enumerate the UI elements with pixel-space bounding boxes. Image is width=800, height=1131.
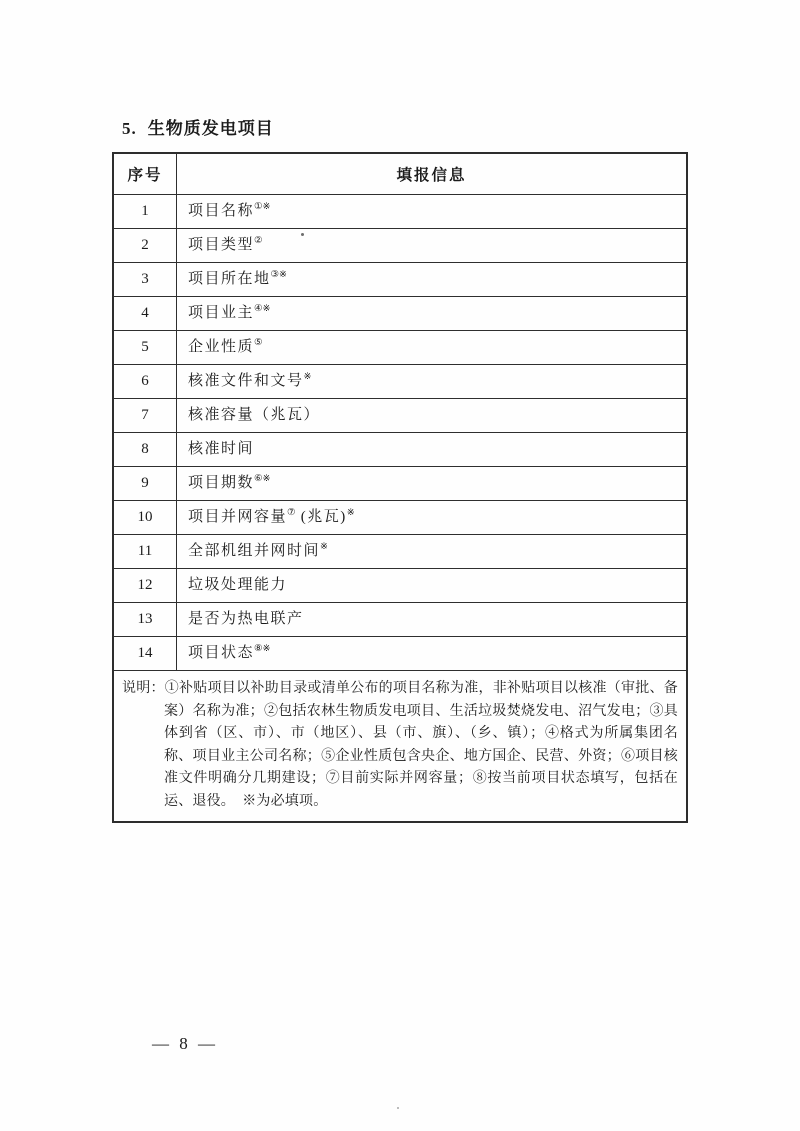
table-row <box>114 195 686 229</box>
row-number: 14 <box>114 637 177 670</box>
row-superscript: ※ <box>303 372 312 382</box>
header-cell-info: 填报信息 <box>396 167 467 184</box>
table-row <box>114 229 686 263</box>
row-number: 6 <box>114 365 177 398</box>
row-info-cell <box>177 195 686 228</box>
notes-label: 说明： <box>122 681 165 696</box>
row-superscript: ⑦ <box>287 508 296 518</box>
table-row <box>114 433 686 467</box>
row-label: 项目业主 <box>188 305 255 321</box>
row-info-cell <box>177 501 686 534</box>
row-info-cell <box>177 569 686 602</box>
row-label: 项目并网容量 <box>188 509 288 525</box>
row-label: 项目期数 <box>188 475 255 491</box>
header-cell-serial: 序号 <box>114 154 177 194</box>
table-row <box>114 501 686 535</box>
row-superscript: ①※ <box>254 202 271 212</box>
row-superscript: ⑧※ <box>254 644 271 654</box>
table-row <box>114 365 686 399</box>
row-number: 7 <box>114 399 177 432</box>
scan-artifact-dot <box>301 233 304 236</box>
row-superscript: ※ <box>320 542 328 552</box>
row-label: 核准文件和文号 <box>188 373 304 389</box>
row-info-cell <box>177 399 686 432</box>
row-label: 全部机组并网时间 <box>188 543 321 559</box>
row-number: 9 <box>114 467 177 500</box>
table-row <box>114 297 686 331</box>
notes-paragraph <box>122 678 678 813</box>
row-superscript: ⑤ <box>254 338 263 348</box>
row-number: 1 <box>114 195 177 228</box>
section-title-text: 生物质发电项目 <box>147 119 274 138</box>
page-number: — 8 — <box>152 1034 218 1053</box>
row-number: 4 <box>114 297 177 330</box>
row-info-cell <box>177 467 686 500</box>
scan-artifact-dot <box>397 1107 399 1109</box>
row-info-cell <box>177 433 686 466</box>
row-label-suffix: (兆瓦) <box>295 509 347 525</box>
table-row <box>114 637 686 671</box>
row-number: 2 <box>114 229 177 262</box>
row-info-cell <box>177 365 686 398</box>
row-superscript: ② <box>254 236 263 246</box>
table-row <box>114 467 686 501</box>
section-number: 5. <box>122 119 137 138</box>
table-row <box>114 331 686 365</box>
row-label: 项目类型 <box>188 237 255 253</box>
row-label: 项目状态 <box>188 645 255 661</box>
table-row <box>114 569 686 603</box>
notes-section <box>114 671 686 821</box>
row-label: 是否为热电联产 <box>188 611 304 627</box>
row-info-cell <box>177 603 686 636</box>
notes-text: ①补贴项目以补助目录或清单公布的项目名称为准，非补贴项目以核准（审批、备案）名称为准；②包括农林生物质发电项目、生活垃圾焚烧发电、沼气发电；③具体到省（区、市）、市（地区）、县（市、旗）、（乡、镇）；④格式为所属集团名称、项目业主公司名称；⑤企业性质包含央企、地方国企、民营、外资；⑥项目核准文件明确分几期建设；⑦目前实际并网容量；⑧按当前项目状态填写，包括在运、退役。 ※为必填项。 <box>164 681 678 809</box>
row-label: 企业性质 <box>188 339 255 355</box>
row-number: 5 <box>114 331 177 364</box>
table-header-row <box>114 154 686 195</box>
row-label: 核准容量（兆瓦） <box>188 407 321 423</box>
row-number: 13 <box>114 603 177 636</box>
row-number: 11 <box>114 535 177 568</box>
row-info-cell <box>177 331 686 364</box>
row-info-cell <box>177 535 686 568</box>
row-superscript-2: ※ <box>346 508 355 518</box>
table-row <box>114 263 686 297</box>
row-label: 核准时间 <box>188 441 255 457</box>
row-info-cell <box>177 263 686 296</box>
row-number: 8 <box>114 433 177 466</box>
row-number: 12 <box>114 569 177 602</box>
table-row <box>114 535 686 569</box>
row-number: 10 <box>114 501 177 534</box>
section-title <box>122 114 274 139</box>
report-fields-table <box>112 152 688 823</box>
row-label: 垃圾处理能力 <box>188 577 288 593</box>
row-label: 项目名称 <box>188 203 255 219</box>
row-info-cell <box>177 637 686 670</box>
table-row <box>114 603 686 637</box>
row-superscript: ④※ <box>254 304 271 314</box>
row-label: 项目所在地 <box>188 271 271 287</box>
row-superscript: ⑥※ <box>254 474 271 484</box>
row-superscript: ③※ <box>270 270 287 280</box>
row-number: 3 <box>114 263 177 296</box>
row-info-cell <box>177 297 686 330</box>
row-info-cell <box>177 229 686 262</box>
table-row <box>114 399 686 433</box>
